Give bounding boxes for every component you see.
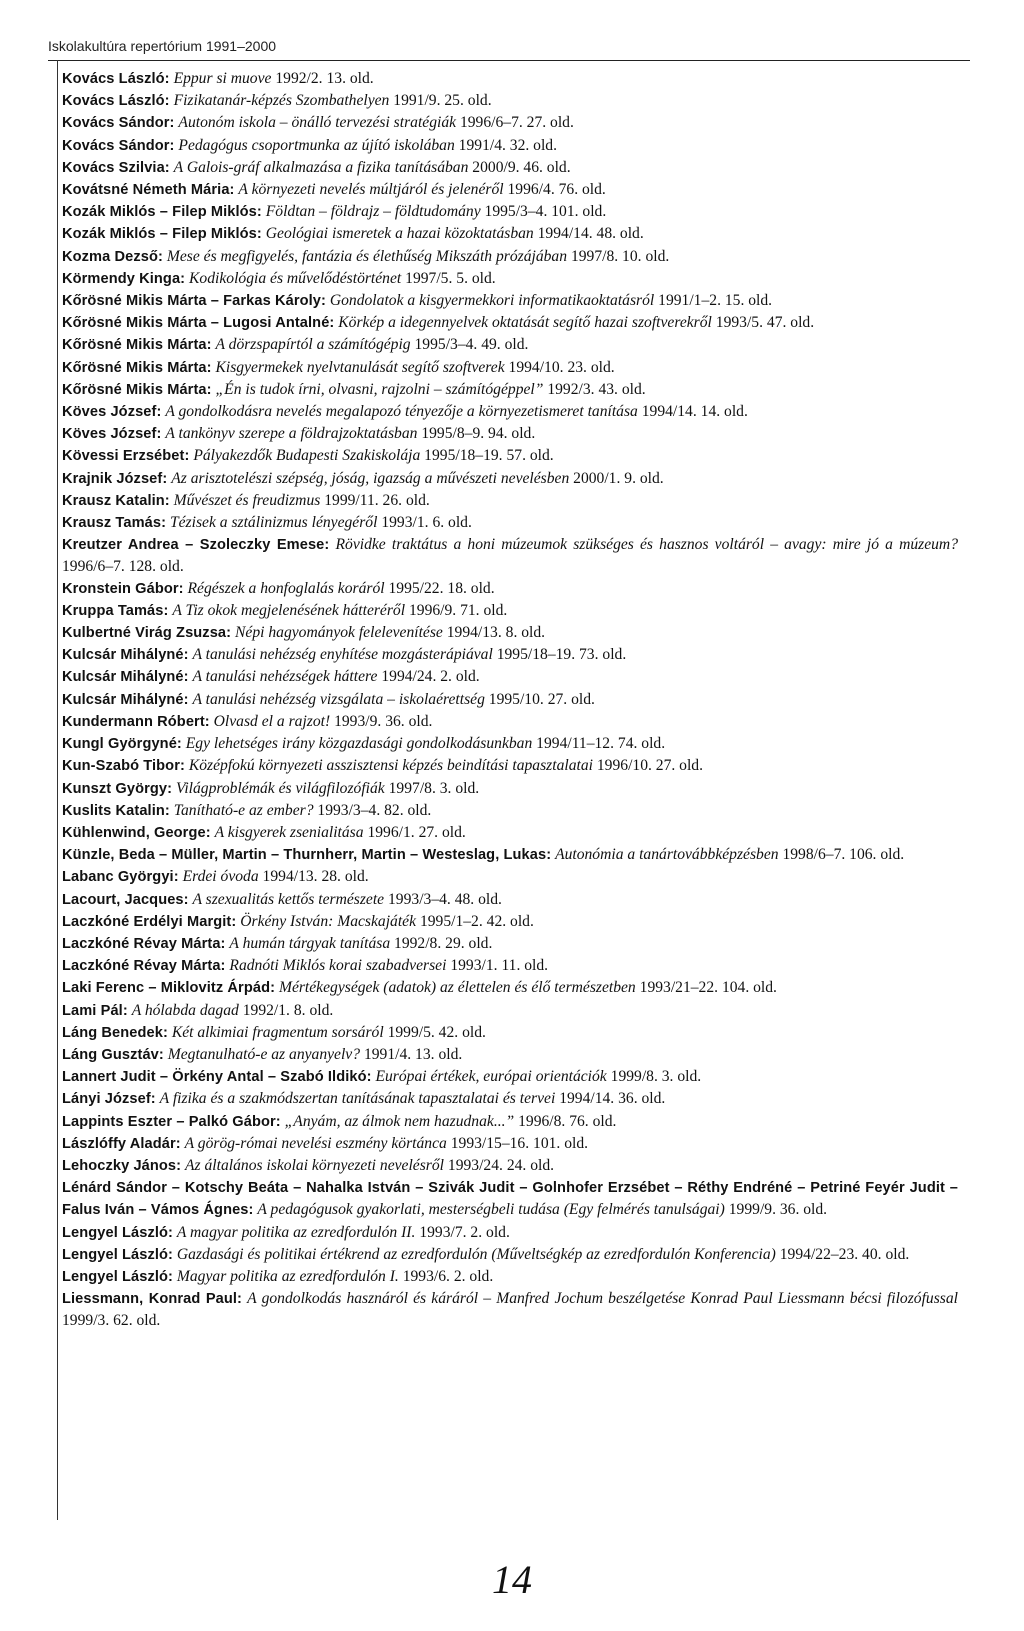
entry-title: A tankönyv szerepe a földrajzoktatásban (165, 425, 418, 443)
bibliography-entry (62, 423, 958, 445)
entry-title: Erdei óvoda (182, 868, 259, 886)
entry-author: Kuslits Katalin: (62, 802, 170, 819)
bibliography-entry (62, 201, 958, 223)
entry-reference: 1999/5. 42. old. (387, 1023, 486, 1041)
entry-reference: 1994/14. 36. old. (559, 1090, 666, 1108)
entry-title: Magyar politika az ezredfordulón I. (176, 1267, 399, 1285)
entry-reference: 1997/8. 3. old. (388, 779, 480, 797)
header-rule (48, 60, 970, 61)
entry-title: Népi hagyományok felelevenítése (235, 624, 443, 642)
page-number: 14 (492, 1557, 532, 1602)
entry-author: Künzle, Beda – Müller, Martin – Thurnherr, Martin – Westeslag, Lukas: (62, 847, 552, 864)
entry-author: Lengyel László: (62, 1224, 173, 1241)
entry-author: Kovács László: (62, 71, 170, 87)
entry-reference: 1993/21–22. 104. old. (639, 979, 777, 997)
margin-rule (57, 60, 58, 1520)
bibliography-entry (62, 1111, 958, 1133)
bibliography-entry (62, 933, 958, 955)
bibliography-entry (62, 822, 958, 844)
entry-title: „Anyám, az álmok nem hazudnak...” (284, 1112, 515, 1130)
entry-reference: 1991/9. 25. old. (393, 92, 492, 110)
entry-reference: 1994/13. 8. old. (446, 624, 546, 642)
entry-author: Krajnik József: (62, 470, 168, 487)
bibliography-list (62, 68, 958, 1332)
entry-author: Laki Ferenc – Miklovitz Árpád: (62, 980, 276, 997)
entry-reference: 1996/10. 27. old. (596, 757, 704, 775)
entry-author: Kőrösné Mikis Márta: (62, 381, 212, 398)
bibliography-entry (62, 844, 958, 866)
entry-author: Kőrösné Mikis Márta: (62, 337, 212, 354)
entry-author: Kunszt György: (62, 780, 173, 797)
entry-author: Kőrösné Mikis Márta: (62, 359, 212, 376)
entry-title: A gondolkodásra nevelés megalapozó tényezője a környezetismeret tanítása (165, 403, 638, 421)
bibliography-entry (62, 689, 958, 711)
entry-reference: 1995/3–4. 101. old. (484, 203, 607, 221)
entry-title: A Galois-gráf alkalmazása a fizika tanításában (173, 158, 469, 176)
bibliography-entry (62, 1066, 958, 1088)
entry-reference: 1997/8. 10. old. (570, 247, 670, 265)
entry-author: Liessmann, Konrad Paul: (62, 1291, 242, 1308)
entry-title: A tanulási nehézség vizsgálata – iskolaérettség (192, 690, 485, 708)
bibliography-entry (62, 644, 958, 666)
entry-title: A pedagógusok gyakorlati, mesterségbeli tudása (Egy felmérés tanulságai) (257, 1201, 725, 1219)
entry-title: A tanulási nehézség enyhítése mozgásterápiával (192, 646, 493, 664)
entry-reference: 2000/9. 46. old. (472, 158, 571, 176)
bibliography-entry (62, 135, 958, 157)
entry-author: Lehoczky János: (62, 1157, 182, 1174)
bibliography-entry (62, 977, 958, 999)
entry-title: Eppur si muove (173, 70, 272, 87)
entry-title: Megtanulható-e az anyanyelv? (167, 1045, 361, 1063)
bibliography-entry (62, 622, 958, 644)
entry-author: Lengyel László: (62, 1246, 173, 1263)
entry-title: Európai értékek, európai orientációk (375, 1068, 607, 1086)
entry-author: Lányi József: (62, 1091, 156, 1108)
entry-reference: 1995/10. 27. old. (488, 690, 595, 708)
bibliography-entry (62, 290, 958, 312)
entry-reference: 1995/3–4. 49. old. (414, 336, 529, 354)
entry-author: Lacourt, Jacques: (62, 891, 189, 908)
bibliography-entry (62, 1022, 958, 1044)
bibliography-entry (62, 889, 958, 911)
entry-author: Lénárd Sándor – Kotschy Beáta – Nahalka István – Szivák Judit – Golnhofer Erzsébet – Réthy Endréné – Petriné Feyér Judit – Falus Iván – Vámos Ágnes: (62, 1180, 958, 1219)
entry-reference: 1992/2. 13. old. (275, 70, 374, 87)
entry-author: Kozák Miklós – Filep Miklós: (62, 204, 262, 221)
entry-title: Autonómia a tanártovábbképzésben (555, 846, 779, 864)
bibliography-entry (62, 179, 958, 201)
bibliography-entry (62, 1000, 958, 1022)
bibliography-entry (62, 512, 958, 534)
bibliography-entry (62, 490, 958, 512)
bibliography-entry (62, 312, 958, 334)
bibliography-entry (62, 445, 958, 467)
entry-title: Gondolatok a kisgyermekkori informatikaoktatásról (329, 292, 655, 310)
entry-reference: 1994/13. 28. old. (262, 868, 369, 886)
entry-title: A magyar politika az ezredfordulón II. (176, 1223, 416, 1241)
bibliography-entry (62, 1133, 958, 1155)
entry-title: A tanulási nehézségek háttere (192, 668, 378, 686)
entry-author: Lászlóffy Aladár: (62, 1135, 181, 1152)
bibliography-entry (62, 755, 958, 777)
entry-reference: 1993/9. 36. old. (334, 712, 433, 730)
entry-title: Rövidke traktátus a honi múzeumok szükséges és hasznos voltáról – avagy: mire jó a múzeum? (335, 536, 958, 554)
bibliography-entry (62, 534, 958, 577)
entry-title: Mese és megfigyelés, fantázia és élethűség Mikszáth prózájában (166, 247, 568, 265)
bibliography-entry (62, 379, 958, 401)
bibliography-entry (62, 357, 958, 379)
entry-reference: 1996/6–7. 128. old. (62, 558, 184, 576)
bibliography-entry (62, 600, 958, 622)
entry-reference: 1993/1. 6. old. (381, 514, 472, 532)
entry-reference: 1993/15–16. 101. old. (450, 1134, 589, 1152)
entry-reference: 1994/10. 23. old. (508, 358, 615, 376)
entry-author: Köves József: (62, 404, 162, 421)
bibliography-entry (62, 800, 958, 822)
entry-reference: 1999/9. 36. old. (728, 1201, 828, 1219)
bibliography-entry (62, 112, 958, 134)
entry-author: Kőrösné Mikis Márta – Farkas Károly: (62, 293, 326, 310)
bibliography-entry (62, 911, 958, 933)
entry-title: Az arisztotelészi szépség, jóság, igazság a művészeti nevelésben (171, 469, 570, 487)
entry-reference: 1999/11. 26. old. (324, 491, 430, 509)
entry-reference: 1992/1. 8. old. (242, 1001, 334, 1019)
entry-title: A fizika és a szakmódszertan tanításának tapasztalatai és tervei (159, 1090, 556, 1108)
entry-author: Labanc Györgyi: (62, 869, 179, 886)
entry-author: Kreutzer Andrea – Szoleczky Emese: (62, 537, 330, 554)
entry-title: Középfokú környezeti asszisztensi képzés beindítási tapasztalatai (188, 757, 593, 775)
entry-author: Kulbertné Virág Zsuzsa: (62, 625, 232, 642)
bibliography-entry (62, 578, 958, 600)
entry-title: Egy lehetséges irány közgazdasági gondolkodásunkban (185, 735, 533, 753)
entry-author: Kun-Szabó Tibor: (62, 758, 185, 775)
entry-reference: 1993/7. 2. old. (419, 1223, 510, 1241)
bibliography-entry (62, 1244, 958, 1266)
entry-reference: 1996/4. 76. old. (507, 181, 606, 199)
entry-title: Művészet és freudizmus (173, 491, 321, 509)
entry-author: Lannert Judit – Örkény Antal – Szabó Ildikó: (62, 1069, 372, 1086)
entry-title: A dörzspapírtól a számítógépig (215, 336, 411, 354)
entry-author: Kovács Szilvia: (62, 159, 170, 176)
entry-title: Körkép a idegennyelvek oktatását segítő hazai szoftverekről (338, 314, 712, 332)
bibliography-entry (62, 1088, 958, 1110)
entry-reference: 1993/24. 24. old. (447, 1156, 555, 1174)
bibliography-entry (62, 1222, 958, 1244)
entry-author: Láng Gusztáv: (62, 1046, 164, 1063)
bibliography-entry (62, 1044, 958, 1066)
entry-author: Lappints Eszter – Palkó Gábor: (62, 1113, 281, 1130)
bibliography-entry (62, 68, 958, 90)
entry-author: Kövessi Erzsébet: (62, 448, 190, 465)
bibliography-entry (62, 778, 958, 800)
bibliography-entry (62, 246, 958, 268)
entry-reference: 1993/3–4. 48. old. (388, 890, 502, 908)
entry-author: Kovács László: (62, 93, 170, 110)
bibliography-entry (62, 90, 958, 112)
entry-reference: 2000/1. 9. old. (573, 469, 664, 487)
bibliography-entry (62, 1266, 958, 1288)
entry-author: Kozák Miklós – Filep Miklós: (62, 226, 262, 243)
entry-reference: 1993/3–4. 82. old. (317, 801, 432, 819)
entry-title: Földtan – földrajz – földtudomány (265, 203, 481, 221)
entry-title: Örkény István: Macskajáték (240, 912, 417, 930)
entry-reference: 1994/11–12. 74. old. (536, 735, 666, 753)
entry-author: Köves József: (62, 426, 162, 443)
entry-title: A humán tárgyak tanítása (229, 934, 391, 952)
bibliography-entry (62, 711, 958, 733)
entry-author: Kungl Györgyné: (62, 736, 182, 753)
entry-title: A Tiz okok megjelenésének hátteréről (172, 601, 406, 619)
entry-title: A környezeti nevelés múltjáról és jelenéről (238, 181, 504, 199)
entry-reference: 1991/4. 13. old. (363, 1045, 463, 1063)
entry-author: Lengyel László: (62, 1268, 173, 1285)
entry-author: Kovács Sándor: (62, 115, 175, 132)
bibliography-entry (62, 733, 958, 755)
entry-reference: 1995/1–2. 42. old. (419, 912, 534, 930)
entry-author: Kőrösné Mikis Márta – Lugosi Antalné: (62, 315, 335, 332)
entry-title: A görög-római nevelési eszmény körtánca (184, 1134, 447, 1152)
entry-reference: 1993/1. 11. old. (450, 957, 549, 975)
entry-author: Kruppa Tamás: (62, 602, 169, 619)
entry-author: Kundermann Róbert: (62, 713, 210, 730)
entry-reference: 1993/6. 2. old. (402, 1267, 494, 1285)
entry-title: Az általános iskolai környezeti nevelésről (185, 1156, 444, 1174)
entry-reference: 1994/14. 14. old. (641, 403, 748, 421)
entry-title: Mértékegységek (adatok) az élettelen és élő természetben (278, 979, 636, 997)
entry-title: Kodikológia és művelődéstörténet (189, 269, 402, 287)
entry-author: Kulcsár Mihályné: (62, 647, 189, 664)
bibliography-entry (62, 468, 958, 490)
entry-author: Kovács Sándor: (62, 137, 175, 154)
entry-reference: 1992/8. 29. old. (394, 934, 493, 952)
entry-title: Kisgyermekek nyelvtanulását segítő szoftverek (215, 358, 505, 376)
bibliography-entry (62, 866, 958, 888)
entry-reference: 1995/18–19. 57. old. (424, 447, 554, 465)
bibliography-entry (62, 1155, 958, 1177)
bibliography-entry (62, 1288, 958, 1331)
bibliography-entry (62, 223, 958, 245)
bibliography-entry (62, 334, 958, 356)
entry-reference: 1996/1. 27. old. (367, 823, 466, 841)
entry-title: Világproblémák és világfilozófiák (175, 779, 385, 797)
entry-author: Kronstein Gábor: (62, 580, 184, 597)
entry-reference: 1994/14. 48. old. (537, 225, 644, 243)
bibliography-entry (62, 1177, 958, 1221)
entry-author: Kovátsné Németh Mária: (62, 182, 235, 199)
entry-title: „Én is tudok írni, olvasni, rajzolni – számítógéppel” (215, 380, 544, 398)
entry-author: Laczkóné Erdélyi Margit: (62, 913, 237, 930)
entry-author: Körmendy Kinga: (62, 270, 186, 287)
entry-reference: 1995/18–19. 73. old. (496, 646, 627, 664)
entry-author: Kulcsár Mihályné: (62, 669, 189, 686)
entry-title: A gondolkodás hasznáról és káráról – Manfred Jochum beszélgetése Konrad Paul Liessmann bécsi filozófussal (247, 1290, 958, 1308)
entry-title: Olvasd el a rajzot! (213, 712, 331, 730)
entry-title: Pályakezdők Budapesti Szakiskolája (193, 447, 421, 465)
entry-title: Fizikatanár-képzés Szombathelyen (173, 92, 390, 110)
bibliography-entry (62, 157, 958, 179)
entry-author: Laczkóné Révay Márta: (62, 935, 226, 952)
entry-author: Laczkóné Révay Márta: (62, 958, 226, 975)
entry-author: Lami Pál: (62, 1002, 128, 1019)
entry-title: A szexualitás kettős természete (192, 890, 385, 908)
bibliography-entry (62, 401, 958, 423)
entry-reference: 1992/3. 43. old. (547, 380, 646, 398)
entry-reference: 1993/5. 47. old. (715, 314, 815, 332)
entry-title: Radnóti Miklós korai szabadversei (229, 957, 447, 975)
entry-author: Kozma Dezső: (62, 248, 163, 265)
entry-reference: 1994/22–23. 40. old. (779, 1245, 910, 1263)
bibliography-entry (62, 666, 958, 688)
entry-title: Pedagógus csoportmunka az újító iskolában (178, 136, 455, 154)
entry-reference: 1995/22. 18. old. (388, 579, 495, 597)
entry-title: A hólabda dagad (131, 1001, 239, 1019)
entry-reference: 1991/1–2. 15. old. (658, 292, 773, 310)
entry-title: Geológiai ismeretek a hazai közoktatásban (265, 225, 534, 243)
running-title: Iskolakultúra repertórium 1991–2000 (48, 38, 277, 54)
entry-reference: 1996/8. 76. old. (518, 1112, 617, 1130)
entry-reference: 1996/9. 71. old. (408, 601, 508, 619)
entry-reference: 1997/5. 5. old. (405, 269, 496, 287)
bibliography-entry (62, 268, 958, 290)
entry-title: Tanítható-e az ember? (173, 801, 314, 819)
entry-title: Autonóm iskola – önálló tervezési stratégiák (178, 114, 457, 132)
entry-reference: 1991/4. 32. old. (458, 136, 558, 154)
entry-title: A kisgyerek zsenialitása (214, 823, 364, 841)
entry-title: Tézisek a sztálinizmus lényegéről (169, 514, 378, 532)
entry-author: Kulcsár Mihályné: (62, 691, 189, 708)
bibliography-entry (62, 955, 958, 977)
entry-author: Láng Benedek: (62, 1024, 168, 1041)
entry-reference: 1999/3. 62. old. (62, 1312, 161, 1330)
entry-reference: 1995/8–9. 94. old. (421, 425, 536, 443)
entry-reference: 1994/24. 2. old. (381, 668, 480, 686)
entry-author: Krausz Tamás: (62, 515, 167, 532)
entry-title: Régészek a honfoglalás koráról (187, 579, 385, 597)
entry-author: Kühlenwind, George: (62, 824, 211, 841)
entry-reference: 1999/8. 3. old. (610, 1068, 702, 1086)
entry-reference: 1998/6–7. 106. old. (782, 846, 905, 864)
entry-title: Gazdasági és politikai értékrend az ezredfordulón (Műveltségkép az ezredfordulón Konferencia) (176, 1245, 776, 1263)
entry-author: Krausz Katalin: (62, 492, 170, 509)
entry-title: Két alkimiai fragmentum sorsáról (171, 1023, 384, 1041)
entry-reference: 1996/6–7. 27. old. (459, 114, 574, 132)
